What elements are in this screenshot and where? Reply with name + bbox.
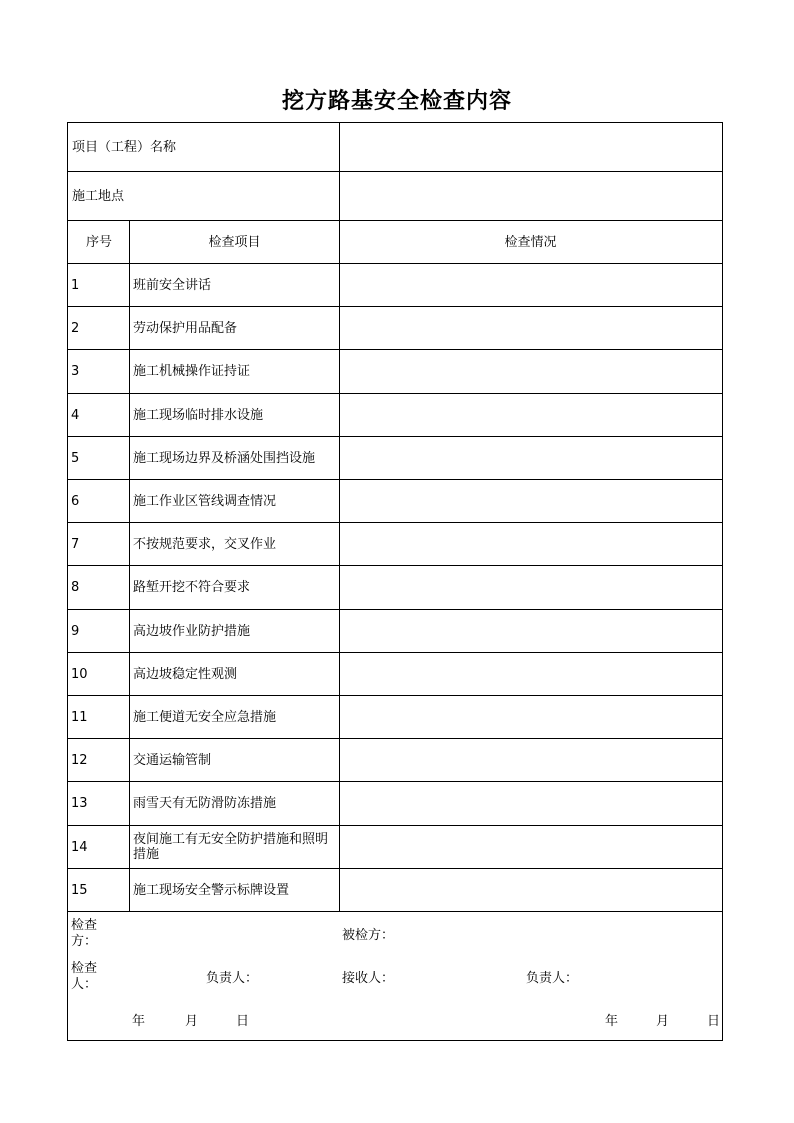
date-month-right: 月 xyxy=(656,1014,670,1029)
check-item: 路堑开挖不符合要求 xyxy=(133,580,251,596)
check-status-field[interactable] xyxy=(344,739,720,782)
row-number: 3 xyxy=(71,364,80,380)
check-item: 施工现场临时排水设施 xyxy=(133,407,264,423)
check-item: 雨雪天有无防滑防冻措施 xyxy=(133,796,277,812)
date-day-left: 日 xyxy=(236,1014,250,1029)
grid-line xyxy=(68,868,722,869)
grid-line xyxy=(68,738,722,739)
grid-line xyxy=(68,652,722,653)
check-status-field[interactable] xyxy=(344,566,720,609)
check-status-field[interactable] xyxy=(344,826,720,869)
row-number: 11 xyxy=(71,710,88,726)
grid-line xyxy=(68,479,722,480)
check-item: 高边坡作业防护措施 xyxy=(133,623,251,639)
grid-line xyxy=(68,565,722,566)
date-month-left: 月 xyxy=(185,1014,199,1029)
grid-line xyxy=(68,781,722,782)
grid-line xyxy=(339,123,340,912)
check-status-field[interactable] xyxy=(344,437,720,480)
date-year-right: 年 xyxy=(605,1014,619,1029)
inspector-party-label: 检查 方： xyxy=(71,918,98,949)
row-number: 6 xyxy=(71,494,80,510)
date-year-left: 年 xyxy=(132,1014,146,1029)
row-number: 8 xyxy=(71,580,80,596)
inspected-party-label: 被检方： xyxy=(342,928,395,943)
responsible-label-right: 负责人： xyxy=(526,971,579,986)
row-number: 5 xyxy=(71,450,80,466)
check-status-field[interactable] xyxy=(344,350,720,393)
row-number: 12 xyxy=(71,753,88,769)
grid-line xyxy=(68,522,722,523)
grid-line xyxy=(68,349,722,350)
check-status-field[interactable] xyxy=(344,869,720,912)
check-item: 施工机械操作证持证 xyxy=(133,364,251,380)
row-number: 13 xyxy=(71,796,88,812)
check-status-field[interactable] xyxy=(344,394,720,437)
row-number: 7 xyxy=(71,537,80,553)
check-item: 不按规范要求，交叉作业 xyxy=(133,537,277,553)
check-status-field[interactable] xyxy=(344,610,720,653)
check-item: 施工现场安全警示标牌设置 xyxy=(133,882,290,898)
check-status-field[interactable] xyxy=(344,307,720,350)
check-status-field[interactable] xyxy=(344,653,720,696)
check-item: 高边坡稳定性观测 xyxy=(133,666,238,682)
page-title: 挖方路基安全检查内容 xyxy=(281,89,512,114)
row-number: 10 xyxy=(71,666,88,682)
site-label: 施工地点 xyxy=(72,189,125,204)
grid-line xyxy=(68,263,722,264)
grid-line xyxy=(68,436,722,437)
check-status-field[interactable] xyxy=(344,264,720,307)
check-item: 夜间施工有无安全防护措施和照明措施 xyxy=(133,832,329,863)
header-status: 检查情况 xyxy=(504,235,557,250)
header-no: 序号 xyxy=(85,235,112,250)
row-number: 9 xyxy=(71,623,80,639)
check-status-field[interactable] xyxy=(344,696,720,739)
check-item: 施工现场边界及桥涵处围挡设施 xyxy=(133,450,316,466)
check-status-field[interactable] xyxy=(344,782,720,825)
row-number: 15 xyxy=(71,882,88,898)
check-item: 班前安全讲话 xyxy=(133,278,212,294)
grid-line xyxy=(129,221,130,912)
inspector-person-label: 检查 人： xyxy=(71,961,98,992)
check-item: 施工便道无安全应急措施 xyxy=(133,710,277,726)
check-status-field[interactable] xyxy=(344,523,720,566)
row-number: 14 xyxy=(71,839,88,855)
row-number: 1 xyxy=(71,278,80,294)
row-number: 4 xyxy=(71,407,80,423)
receiver-label: 接收人： xyxy=(342,971,395,986)
header-item: 检查项目 xyxy=(208,235,261,250)
date-day-right: 日 xyxy=(707,1014,721,1029)
project-name-label: 项目（工程）名称 xyxy=(72,140,177,155)
grid-line xyxy=(68,609,722,610)
check-item: 劳动保护用品配备 xyxy=(133,321,238,337)
inspection-form xyxy=(67,122,723,1041)
grid-line xyxy=(68,825,722,826)
responsible-label-left: 负责人： xyxy=(206,971,259,986)
grid-line xyxy=(68,393,722,394)
check-status-field[interactable] xyxy=(344,480,720,523)
row-number: 2 xyxy=(71,321,80,337)
grid-line xyxy=(68,171,722,172)
site-field[interactable] xyxy=(344,172,720,221)
grid-line xyxy=(68,695,722,696)
check-item: 交通运输管制 xyxy=(133,753,212,769)
project-name-field[interactable] xyxy=(344,123,720,172)
grid-line xyxy=(68,911,722,912)
grid-line xyxy=(68,306,722,307)
grid-line xyxy=(68,220,722,221)
check-item: 施工作业区管线调查情况 xyxy=(133,494,277,510)
